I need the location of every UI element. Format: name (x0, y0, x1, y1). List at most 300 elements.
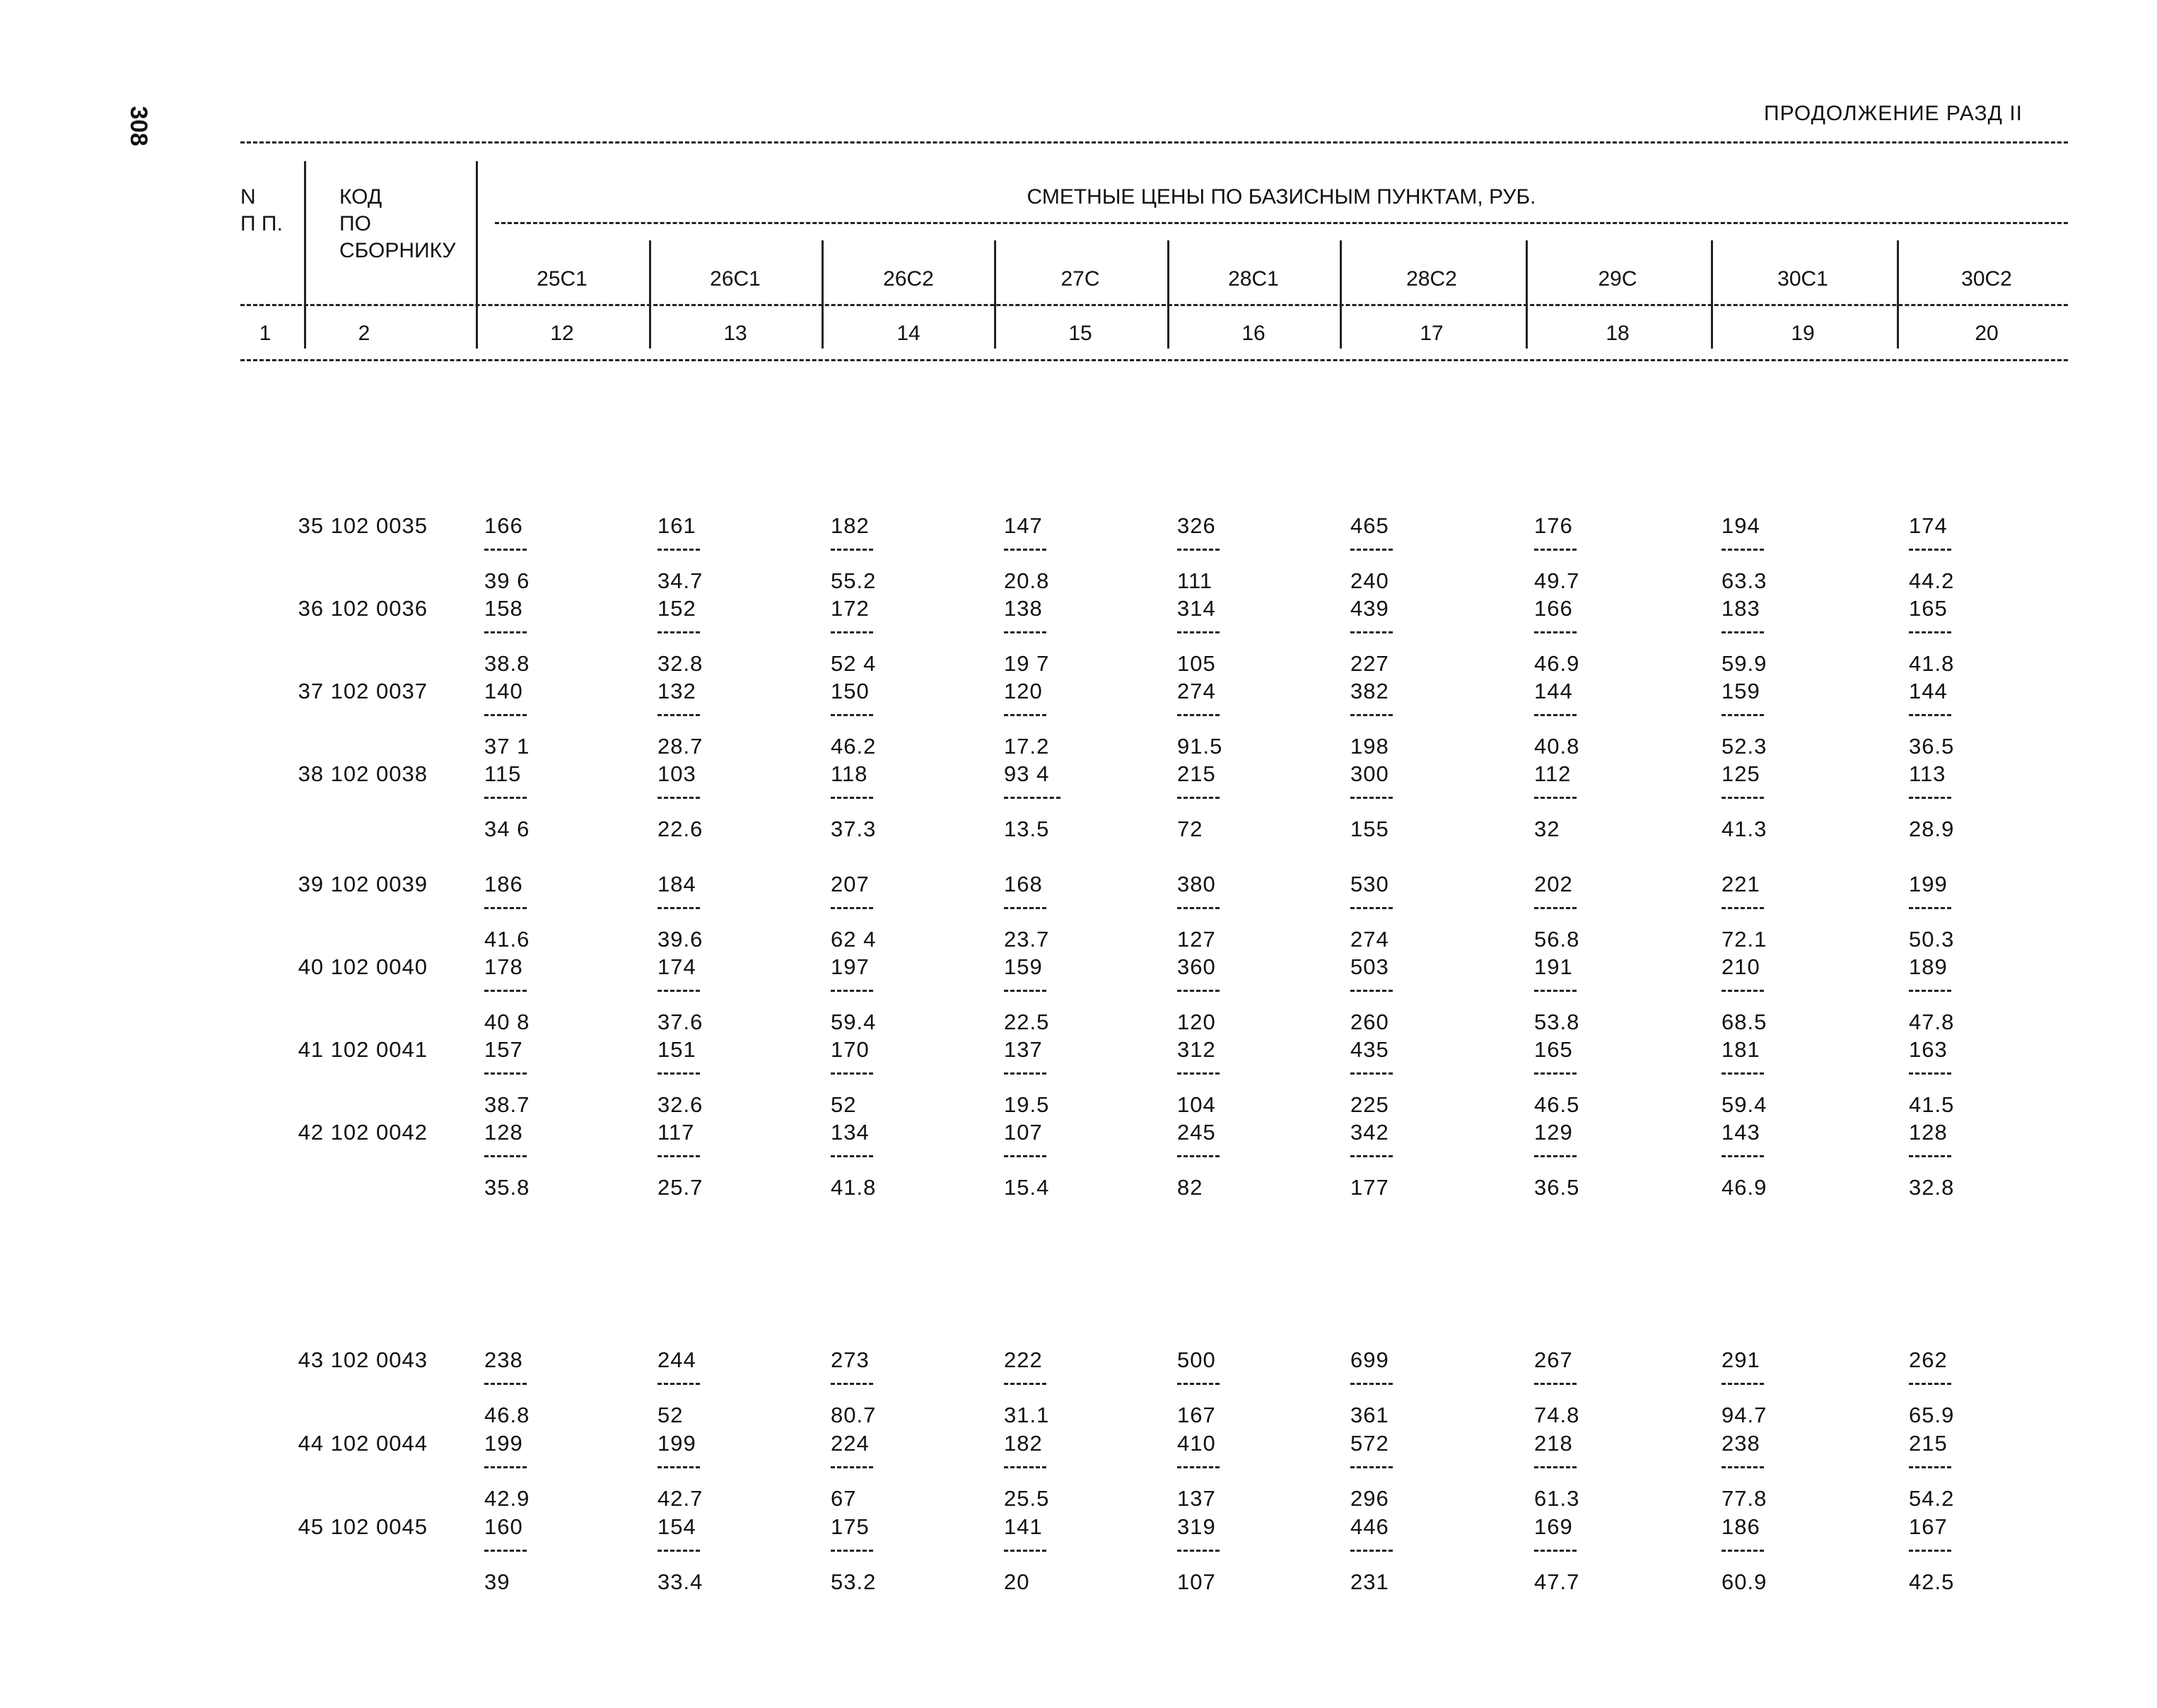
header-code-2: ПО (339, 212, 371, 235)
price-denominator: 177 (1350, 1175, 1389, 1200)
header-pp: П П. (240, 212, 283, 235)
price-denominator: 107 (1177, 1569, 1216, 1594)
price-numerator: 572 (1350, 1431, 1389, 1456)
price-numerator: 380 (1177, 872, 1216, 896)
price-numerator: 120 (1004, 679, 1043, 703)
fraction-bar (1721, 907, 1764, 909)
column-header: 25С1 (537, 267, 588, 291)
fraction-bar (1350, 714, 1393, 716)
price-numerator: 465 (1350, 513, 1389, 538)
price-denominator: 260 (1350, 1010, 1389, 1034)
row-label: 39 102 0039 (298, 872, 428, 896)
fraction-bar (831, 631, 873, 633)
price-numerator: 157 (484, 1037, 523, 1062)
price-numerator: 165 (1534, 1037, 1573, 1062)
fraction-bar (1534, 549, 1577, 551)
column-number: 15 (1068, 322, 1092, 345)
fraction-bar (1534, 631, 1577, 633)
price-numerator: 169 (1534, 1514, 1573, 1539)
price-denominator: 33.4 (657, 1569, 703, 1594)
price-numerator: 410 (1177, 1431, 1216, 1456)
price-numerator: 244 (657, 1347, 696, 1372)
fraction-bar (1909, 990, 1951, 992)
fraction-bar (657, 990, 700, 992)
price-denominator: 42.9 (484, 1486, 530, 1511)
fraction-bar (1534, 1550, 1577, 1552)
header-n: N (240, 185, 256, 209)
price-denominator: 47.8 (1909, 1010, 1955, 1034)
price-denominator: 198 (1350, 734, 1389, 759)
price-denominator: 61.3 (1534, 1486, 1580, 1511)
fraction-bar (1350, 1550, 1393, 1552)
fraction-bar (831, 990, 873, 992)
price-denominator: 41.8 (1909, 651, 1955, 676)
fraction-bar (1721, 990, 1764, 992)
fraction-bar (657, 549, 700, 551)
header-bottom-rule (240, 359, 2068, 361)
price-denominator: 120 (1177, 1010, 1216, 1034)
price-numerator: 118 (831, 761, 868, 786)
divider (1711, 240, 1713, 349)
fraction-bar (1004, 797, 1060, 799)
fraction-bar (1721, 549, 1764, 551)
price-denominator: 32.6 (657, 1092, 703, 1117)
divider (1897, 240, 1899, 349)
column-header: 28С1 (1228, 267, 1279, 291)
fraction-bar (1721, 1072, 1764, 1075)
price-denominator: 32.8 (1909, 1175, 1955, 1200)
price-numerator: 224 (831, 1431, 870, 1456)
price-numerator: 181 (1721, 1037, 1760, 1062)
divider (1526, 240, 1528, 349)
price-numerator: 184 (657, 872, 696, 896)
price-denominator: 82 (1177, 1175, 1203, 1200)
fraction-bar (1177, 631, 1220, 633)
price-denominator: 44.2 (1909, 568, 1955, 593)
fraction-bar (484, 714, 527, 716)
price-numerator: 319 (1177, 1514, 1216, 1539)
price-numerator: 273 (831, 1347, 870, 1372)
price-denominator: 41.8 (831, 1175, 877, 1200)
header-group-title: СМЕТНЫЕ ЦЕНЫ ПО БАЗИСНЫМ ПУНКТАМ, РУБ. (1027, 185, 1536, 209)
price-numerator: 238 (484, 1347, 523, 1372)
price-numerator: 144 (1534, 679, 1573, 703)
price-denominator: 37 1 (484, 734, 530, 759)
fraction-bar (1721, 1155, 1764, 1157)
price-numerator: 202 (1534, 872, 1573, 896)
page-number: 308 (125, 106, 152, 146)
price-numerator: 107 (1004, 1120, 1043, 1145)
price-denominator: 52 4 (831, 651, 877, 676)
price-numerator: 267 (1534, 1347, 1573, 1372)
price-denominator: 47.7 (1534, 1569, 1580, 1594)
price-numerator: 152 (657, 596, 696, 621)
fraction-bar (1534, 1072, 1577, 1075)
fraction-bar (1909, 907, 1951, 909)
price-numerator: 175 (831, 1514, 870, 1539)
price-denominator: 41.6 (484, 927, 530, 952)
price-denominator: 361 (1350, 1403, 1389, 1427)
price-denominator: 22.5 (1004, 1010, 1050, 1034)
price-numerator: 154 (657, 1514, 696, 1539)
fraction-bar (1350, 1466, 1393, 1468)
price-numerator: 159 (1004, 954, 1043, 979)
price-numerator: 174 (1909, 513, 1948, 538)
fraction-bar (831, 549, 873, 551)
price-denominator: 62 4 (831, 927, 877, 952)
price-numerator: 500 (1177, 1347, 1216, 1372)
price-numerator: 168 (1004, 872, 1043, 896)
price-numerator: 435 (1350, 1037, 1389, 1062)
price-numerator: 360 (1177, 954, 1216, 979)
price-denominator: 46.2 (831, 734, 877, 759)
price-denominator: 35.8 (484, 1175, 530, 1200)
price-numerator: 160 (484, 1514, 523, 1539)
fraction-bar (657, 797, 700, 799)
fraction-bar (1721, 1550, 1764, 1552)
fraction-bar (1177, 549, 1220, 551)
fraction-bar (1909, 1155, 1951, 1157)
fraction-bar (1350, 1383, 1393, 1385)
price-numerator: 382 (1350, 679, 1389, 703)
price-denominator: 37.3 (831, 817, 877, 841)
fraction-bar (1721, 1383, 1764, 1385)
divider (304, 161, 306, 349)
price-denominator: 54.2 (1909, 1486, 1955, 1511)
fraction-bar (1177, 1550, 1220, 1552)
price-numerator: 144 (1909, 679, 1948, 703)
price-denominator: 37.6 (657, 1010, 703, 1034)
price-denominator: 39 6 (484, 568, 530, 593)
price-numerator: 140 (484, 679, 523, 703)
price-numerator: 183 (1721, 596, 1760, 621)
fraction-bar (1004, 1155, 1046, 1157)
row-label: 45 102 0045 (298, 1514, 428, 1539)
price-denominator: 53.2 (831, 1569, 877, 1594)
price-numerator: 218 (1534, 1431, 1573, 1456)
fraction-bar (1534, 1155, 1577, 1157)
price-denominator: 23.7 (1004, 927, 1050, 952)
price-denominator: 59.9 (1721, 651, 1767, 676)
price-denominator: 137 (1177, 1486, 1216, 1511)
price-denominator: 127 (1177, 927, 1216, 952)
column-number: 2 (358, 322, 370, 345)
divider (994, 240, 996, 349)
row-label: 35 102 0035 (298, 513, 428, 538)
price-numerator: 191 (1534, 954, 1573, 979)
price-denominator: 17.2 (1004, 734, 1050, 759)
price-denominator: 74.8 (1534, 1403, 1580, 1427)
divider (649, 240, 651, 349)
price-numerator: 138 (1004, 596, 1043, 621)
price-numerator: 151 (657, 1037, 696, 1062)
column-header: 29С (1598, 267, 1637, 291)
fraction-bar (484, 797, 527, 799)
price-denominator: 225 (1350, 1092, 1389, 1117)
column-number: 14 (896, 322, 920, 345)
price-denominator: 38.7 (484, 1092, 530, 1117)
fraction-bar (484, 1466, 527, 1468)
fraction-bar (831, 797, 873, 799)
price-numerator: 143 (1721, 1120, 1760, 1145)
price-denominator: 72.1 (1721, 927, 1767, 952)
row-label: 42 102 0042 (298, 1120, 428, 1145)
fraction-bar (831, 1155, 873, 1157)
price-numerator: 194 (1721, 513, 1760, 538)
fraction-bar (1177, 1466, 1220, 1468)
price-denominator: 13.5 (1004, 817, 1050, 841)
fraction-bar (484, 631, 527, 633)
row-label: 40 102 0040 (298, 954, 428, 979)
price-denominator: 68.5 (1721, 1010, 1767, 1034)
price-denominator: 296 (1350, 1486, 1389, 1511)
price-denominator: 240 (1350, 568, 1389, 593)
fraction-bar (657, 1466, 700, 1468)
fraction-bar (1350, 1155, 1393, 1157)
fraction-bar (1177, 714, 1220, 716)
price-denominator: 91.5 (1177, 734, 1223, 759)
fraction-bar (484, 549, 527, 551)
column-number: 12 (550, 322, 574, 345)
fraction-bar (831, 907, 873, 909)
fraction-bar (1534, 1466, 1577, 1468)
price-numerator: 326 (1177, 513, 1216, 538)
price-denominator: 59.4 (831, 1010, 877, 1034)
price-denominator: 39 (484, 1569, 510, 1594)
price-denominator: 46.8 (484, 1403, 530, 1427)
price-numerator: 174 (657, 954, 696, 979)
price-numerator: 134 (831, 1120, 870, 1145)
fraction-bar (831, 1550, 873, 1552)
group-rule (495, 222, 2068, 224)
price-denominator: 20.8 (1004, 568, 1050, 593)
column-number: 19 (1791, 322, 1815, 345)
price-denominator: 19 7 (1004, 651, 1050, 676)
price-numerator: 300 (1350, 761, 1389, 786)
row-label: 44 102 0044 (298, 1431, 428, 1456)
price-denominator: 40 8 (484, 1010, 530, 1034)
fraction-bar (1350, 797, 1393, 799)
fraction-bar (1177, 990, 1220, 992)
price-denominator: 28.7 (657, 734, 703, 759)
price-denominator: 25.7 (657, 1175, 703, 1200)
price-denominator: 50.3 (1909, 927, 1955, 952)
fraction-bar (1004, 549, 1046, 551)
price-numerator: 342 (1350, 1120, 1389, 1145)
fraction-bar (657, 714, 700, 716)
price-denominator: 25.5 (1004, 1486, 1050, 1511)
fraction-bar (1909, 1383, 1951, 1385)
row-label: 38 102 0038 (298, 761, 428, 786)
fraction-bar (657, 631, 700, 633)
price-numerator: 199 (1909, 872, 1948, 896)
price-denominator: 40.8 (1534, 734, 1580, 759)
divider (476, 161, 478, 349)
price-numerator: 238 (1721, 1431, 1760, 1456)
price-numerator: 245 (1177, 1120, 1216, 1145)
fraction-bar (1534, 990, 1577, 992)
price-numerator: 103 (657, 761, 696, 786)
price-denominator: 52 (831, 1092, 857, 1117)
price-numerator: 163 (1909, 1037, 1948, 1062)
fraction-bar (1004, 1383, 1046, 1385)
price-numerator: 166 (1534, 596, 1573, 621)
price-numerator: 182 (831, 513, 870, 538)
price-numerator: 197 (831, 954, 870, 979)
fraction-bar (1534, 714, 1577, 716)
price-numerator: 128 (484, 1120, 523, 1145)
column-number: 16 (1241, 322, 1265, 345)
price-denominator: 34 6 (484, 817, 530, 841)
price-denominator: 59.4 (1721, 1092, 1767, 1117)
price-denominator: 39.6 (657, 927, 703, 952)
price-numerator: 215 (1177, 761, 1216, 786)
fraction-bar (657, 907, 700, 909)
column-number: 20 (1975, 322, 1999, 345)
column-number: 18 (1606, 322, 1630, 345)
price-numerator: 170 (831, 1037, 870, 1062)
price-numerator: 699 (1350, 1347, 1389, 1372)
price-numerator: 166 (484, 513, 523, 538)
price-numerator: 141 (1004, 1514, 1043, 1539)
fraction-bar (1177, 1072, 1220, 1075)
fraction-bar (831, 1072, 873, 1075)
fraction-bar (1004, 1072, 1046, 1075)
fraction-bar (484, 1155, 527, 1157)
price-denominator: 65.9 (1909, 1403, 1955, 1427)
price-numerator: 93 4 (1004, 761, 1050, 786)
fraction-bar (1534, 1383, 1577, 1385)
fraction-bar (1721, 1466, 1764, 1468)
price-numerator: 125 (1721, 761, 1760, 786)
price-numerator: 222 (1004, 1347, 1043, 1372)
price-denominator: 55.2 (831, 568, 877, 593)
price-denominator: 22.6 (657, 817, 703, 841)
fraction-bar (1177, 797, 1220, 799)
price-denominator: 41.3 (1721, 817, 1767, 841)
fraction-bar (1534, 797, 1577, 799)
price-numerator: 215 (1909, 1431, 1948, 1456)
fraction-bar (1177, 1155, 1220, 1157)
price-denominator: 52 (657, 1403, 684, 1427)
price-numerator: 199 (484, 1431, 523, 1456)
price-numerator: 117 (657, 1120, 695, 1145)
price-denominator: 15.4 (1004, 1175, 1050, 1200)
fraction-bar (1004, 1466, 1046, 1468)
price-denominator: 42.7 (657, 1486, 703, 1511)
fraction-bar (1350, 990, 1393, 992)
header-mid-rule (240, 304, 2068, 306)
fraction-bar (1909, 1550, 1951, 1552)
fraction-bar (1004, 1550, 1046, 1552)
fraction-bar (484, 1072, 527, 1075)
price-numerator: 503 (1350, 954, 1389, 979)
price-denominator: 31.1 (1004, 1403, 1050, 1427)
column-header: 27С (1060, 267, 1100, 291)
fraction-bar (1909, 797, 1951, 799)
fraction-bar (1721, 797, 1764, 799)
price-denominator: 49.7 (1534, 568, 1580, 593)
fraction-bar (1004, 990, 1046, 992)
price-numerator: 172 (831, 596, 870, 621)
column-header: 30С1 (1777, 267, 1828, 291)
fraction-bar (1909, 1466, 1951, 1468)
price-denominator: 72 (1177, 817, 1203, 841)
price-denominator: 52.3 (1721, 734, 1767, 759)
fraction-bar (1909, 714, 1951, 716)
price-denominator: 19.5 (1004, 1092, 1050, 1117)
price-denominator: 167 (1177, 1403, 1216, 1427)
price-denominator: 28.9 (1909, 817, 1955, 841)
price-denominator: 80.7 (831, 1403, 877, 1427)
row-label: 41 102 0041 (298, 1037, 428, 1062)
fraction-bar (484, 907, 527, 909)
fraction-bar (1004, 631, 1046, 633)
price-numerator: 128 (1909, 1120, 1948, 1145)
price-numerator: 159 (1721, 679, 1760, 703)
price-numerator: 262 (1909, 1347, 1948, 1372)
price-denominator: 77.8 (1721, 1486, 1767, 1511)
price-denominator: 60.9 (1721, 1569, 1767, 1594)
column-number: 13 (723, 322, 747, 345)
price-numerator: 291 (1721, 1347, 1760, 1372)
price-numerator: 176 (1534, 513, 1573, 538)
column-header: 26С2 (883, 267, 934, 291)
fraction-bar (1909, 1072, 1951, 1075)
price-denominator: 36.5 (1909, 734, 1955, 759)
fraction-bar (1909, 549, 1951, 551)
price-numerator: 199 (657, 1431, 696, 1456)
fraction-bar (1909, 631, 1951, 633)
row-label: 37 102 0037 (298, 679, 428, 703)
price-denominator: 231 (1350, 1569, 1389, 1594)
fraction-bar (1721, 631, 1764, 633)
column-number: 17 (1420, 322, 1444, 345)
price-numerator: 150 (831, 679, 870, 703)
price-numerator: 207 (831, 872, 870, 896)
price-denominator: 32 (1534, 817, 1560, 841)
column-header: 26С1 (710, 267, 761, 291)
price-denominator: 155 (1350, 817, 1389, 841)
fraction-bar (831, 1383, 873, 1385)
price-numerator: 446 (1350, 1514, 1389, 1539)
price-denominator: 105 (1177, 651, 1216, 676)
price-numerator: 132 (657, 679, 696, 703)
header-top-rule (240, 141, 2068, 144)
divider (1167, 240, 1169, 349)
row-label: 43 102 0043 (298, 1347, 428, 1372)
price-numerator: 186 (484, 872, 523, 896)
price-numerator: 210 (1721, 954, 1760, 979)
column-header: 28С2 (1406, 267, 1457, 291)
price-denominator: 111 (1177, 568, 1213, 593)
fraction-bar (484, 1383, 527, 1385)
price-numerator: 189 (1909, 954, 1948, 979)
header-code-3: СБОРНИКУ (339, 239, 456, 262)
price-denominator: 32.8 (657, 651, 703, 676)
price-denominator: 46.9 (1721, 1175, 1767, 1200)
price-numerator: 439 (1350, 596, 1389, 621)
price-denominator: 46.5 (1534, 1092, 1580, 1117)
fraction-bar (1350, 1072, 1393, 1075)
fraction-bar (657, 1383, 700, 1385)
fraction-bar (831, 1466, 873, 1468)
fraction-bar (484, 990, 527, 992)
section-title: ПРОДОЛЖЕНИЕ РАЗД II (1764, 102, 2023, 125)
fraction-bar (1350, 549, 1393, 551)
fraction-bar (1004, 907, 1046, 909)
fraction-bar (484, 1550, 527, 1552)
